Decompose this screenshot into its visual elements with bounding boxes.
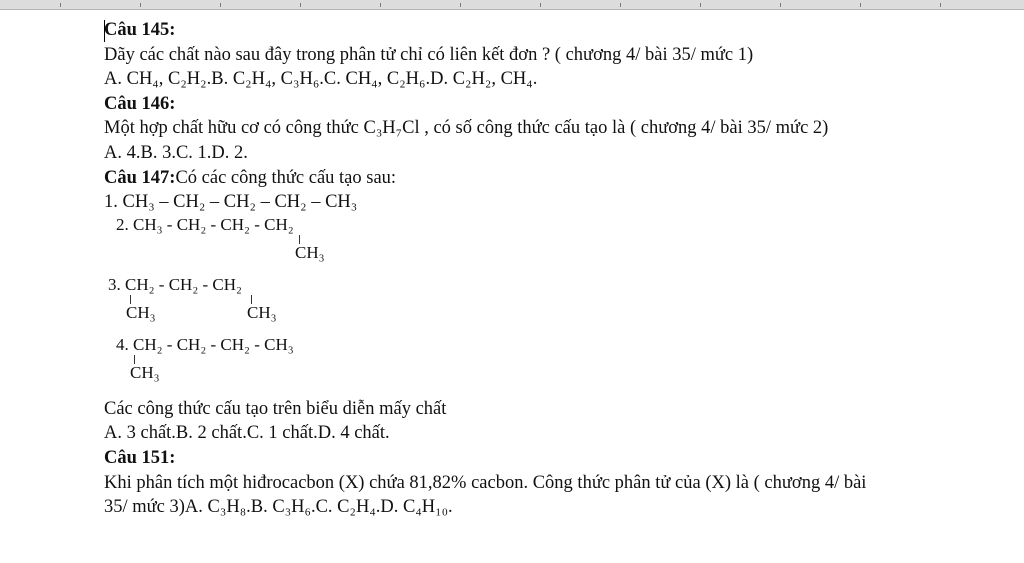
q147-question: Các công thức cấu tạo trên biểu diễn mấy chất	[104, 398, 447, 419]
ruler-tick	[380, 3, 381, 7]
q151-title: Câu 151:	[104, 447, 176, 468]
structure-4	[104, 335, 1014, 397]
q146-title: Câu 146:	[104, 93, 176, 114]
q146-question: Một hợp chất hữu cơ có công thức C₃H₇Cl , có số công thức cấu tạo là ( chương 4/ bài 35/ mức 2)	[104, 118, 829, 139]
ruler-tick	[940, 3, 941, 7]
structure-1: 1. CH₃ – CH₂ – CH₂ – CH₂ – CH₃	[104, 192, 358, 213]
ruler-tick	[620, 3, 621, 7]
structure-3-branch-a	[126, 295, 156, 323]
ruler-tick	[460, 3, 461, 7]
structure-4-branch	[130, 355, 160, 383]
q147-title: Câu 147:	[104, 167, 176, 188]
ruler-tick	[140, 3, 141, 7]
structure-4-branch-label: CH₃	[130, 362, 160, 382]
q145-question: Dãy các chất nào sau đây trong phân tử chỉ có liên kết đơn ? ( chương 4/ bài 35/ mức 1)	[104, 44, 754, 65]
q145-title: Câu 145:	[104, 20, 176, 40]
q147-header	[104, 166, 1014, 191]
structure-2	[104, 215, 1014, 275]
structure-3-branch-a-label: CH₃	[126, 302, 156, 322]
ruler-tick	[700, 3, 701, 7]
q145-options: A. CH₄, C₂H₂.B. C₂H₄, C₃H₆.C. CH₄, C₂H₆.D. C₂H₂, CH₄.	[104, 69, 538, 90]
q151-question-line1: Khi phân tích một hiđrocacbon (X) chứa 81,82% cacbon. Công thức phân tử của (X) là ( chương 4/ bài	[104, 472, 867, 493]
structure-2-branch	[295, 235, 325, 263]
ruler-tick	[60, 3, 61, 7]
structure-3-branch-b-label: CH₃	[247, 302, 277, 322]
ruler-tick	[860, 3, 861, 7]
structure-3	[104, 275, 1014, 335]
structure-2-chain: 2. CH₃ - CH₂ - CH₂ - CH₂	[116, 214, 294, 234]
q151-question-line2: 35/ mức 3)A. C₃H₈.B. C₃H₆.C. C₂H₄.D. C₄H₁₀.	[104, 497, 453, 518]
top-ruler[interactable]	[0, 0, 1024, 10]
structure-3-branch-b	[247, 295, 277, 323]
document-page[interactable]	[104, 18, 1014, 520]
ruler-tick	[540, 3, 541, 7]
structure-2-branch-label: CH₃	[295, 242, 325, 262]
ruler-tick	[780, 3, 781, 7]
q147-intro: Có các công thức cấu tạo sau:	[175, 167, 397, 188]
ruler-tick	[220, 3, 221, 7]
q146-options: A. 4.B. 3.C. 1.D. 2.	[104, 142, 248, 163]
structure-4-chain: 4. CH₂ - CH₂ - CH₂ - CH₃	[116, 334, 294, 354]
ruler-tick	[300, 3, 301, 7]
q147-options: A. 3 chất.B. 2 chất.C. 1 chất.D. 4 chất.	[104, 423, 390, 444]
structure-3-chain: 3. CH₂ - CH₂ - CH₂	[108, 274, 242, 294]
